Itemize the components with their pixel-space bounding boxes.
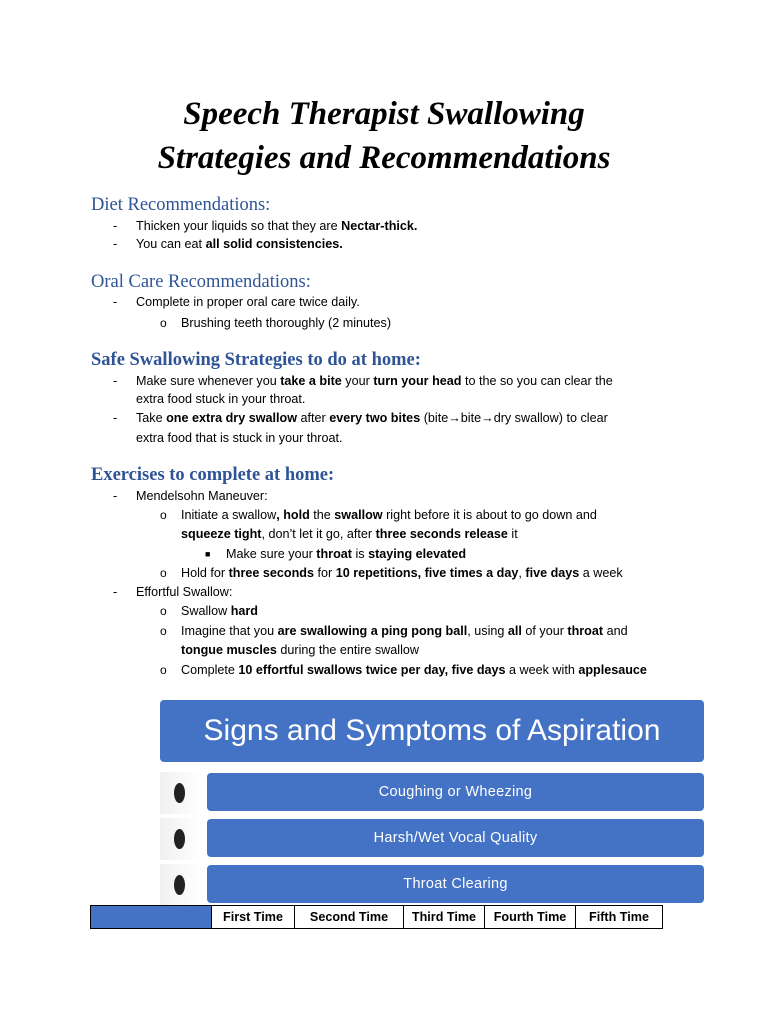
safe-heading: Safe Swallowing Strategies to do at home: <box>91 350 421 370</box>
circle-bullet: o <box>160 566 167 580</box>
diet-item-1: Thicken your liquids so that they are Nectar-thick. <box>136 219 418 233</box>
tracker-header-cell: Fourth Time <box>485 906 576 929</box>
bullet-dot <box>174 829 185 849</box>
tracker-header-cell: First Time <box>212 906 295 929</box>
diet-item-2: You can eat all solid consistencies. <box>136 237 343 251</box>
safe-item-2: Take one extra dry swallow after every two bites (bite→bite→dry swallow) to clear <box>136 411 608 425</box>
bullet-dot <box>174 875 185 895</box>
safe-item-1-cont: extra food stuck in your throat. <box>136 392 306 406</box>
mendelsohn-sub-1-cont: squeeze tight, don’t let it go, after three seconds release it <box>181 527 518 541</box>
dash-bullet: - <box>113 237 118 251</box>
effortful-sub-2-cont: tongue muscles during the entire swallow <box>181 643 419 657</box>
bullet-dot <box>174 783 185 803</box>
dash-bullet: - <box>113 411 118 425</box>
dash-bullet: - <box>113 219 118 233</box>
square-bullet: ■ <box>205 549 211 559</box>
exercises-heading: Exercises to complete at home: <box>91 465 335 485</box>
tracker-table <box>90 905 663 929</box>
tracker-blue-cell <box>91 906 212 929</box>
effortful-sub-3: Complete 10 effortful swallows twice per day, five days a week with applesauce <box>181 663 647 677</box>
safe-item-1: Make sure whenever you take a bite your turn your head to the so you can clear the <box>136 374 613 388</box>
tracker-header-cell: Third Time <box>404 906 485 929</box>
circle-bullet: o <box>160 604 167 618</box>
table-row <box>91 906 663 929</box>
effortful-sub-2: Imagine that you are swallowing a ping pong ball, using all of your throat and <box>181 624 628 638</box>
effortful-label: Effortful Swallow: <box>136 585 233 599</box>
title-line-2: Strategies and Recommendations <box>157 140 611 176</box>
oral-sub-1: Brushing teeth thoroughly (2 minutes) <box>181 316 392 330</box>
circle-bullet: o <box>160 508 167 522</box>
symptom-bar-3: Throat Clearing <box>207 865 704 903</box>
mendelsohn-subsub-1: Make sure your throat is staying elevated <box>226 547 467 561</box>
page-title <box>0 92 768 180</box>
dash-bullet: - <box>113 295 118 309</box>
mendelsohn-label: Mendelsohn Maneuver: <box>136 489 268 503</box>
circle-bullet: o <box>160 316 167 330</box>
symptom-bar-1: Coughing or Wheezing <box>207 773 704 811</box>
mendelsohn-sub-1: Initiate a swallow, hold the swallow right before it is about to go down and <box>181 508 597 522</box>
title-line-1: Speech Therapist Swallowing <box>183 96 585 132</box>
tracker-header-cell: Fifth Time <box>576 906 663 929</box>
oral-heading: Oral Care Recommendations: <box>91 272 311 292</box>
dash-bullet: - <box>113 489 118 503</box>
aspiration-banner: Signs and Symptoms of Aspiration <box>160 700 704 762</box>
safe-item-2-cont: extra food that is stuck in your throat. <box>136 431 343 445</box>
dash-bullet: - <box>113 374 118 388</box>
circle-bullet: o <box>160 663 167 677</box>
dash-bullet: - <box>113 585 118 599</box>
oral-item-1: Complete in proper oral care twice daily. <box>136 295 360 309</box>
mendelsohn-sub-2: Hold for three seconds for 10 repetitions, five times a day, five days a week <box>181 566 623 580</box>
tracker-header-cell: Second Time <box>295 906 404 929</box>
circle-bullet: o <box>160 624 167 638</box>
effortful-sub-1: Swallow hard <box>181 604 258 618</box>
diet-heading: Diet Recommendations: <box>91 195 271 215</box>
symptom-bar-2: Harsh/Wet Vocal Quality <box>207 819 704 857</box>
